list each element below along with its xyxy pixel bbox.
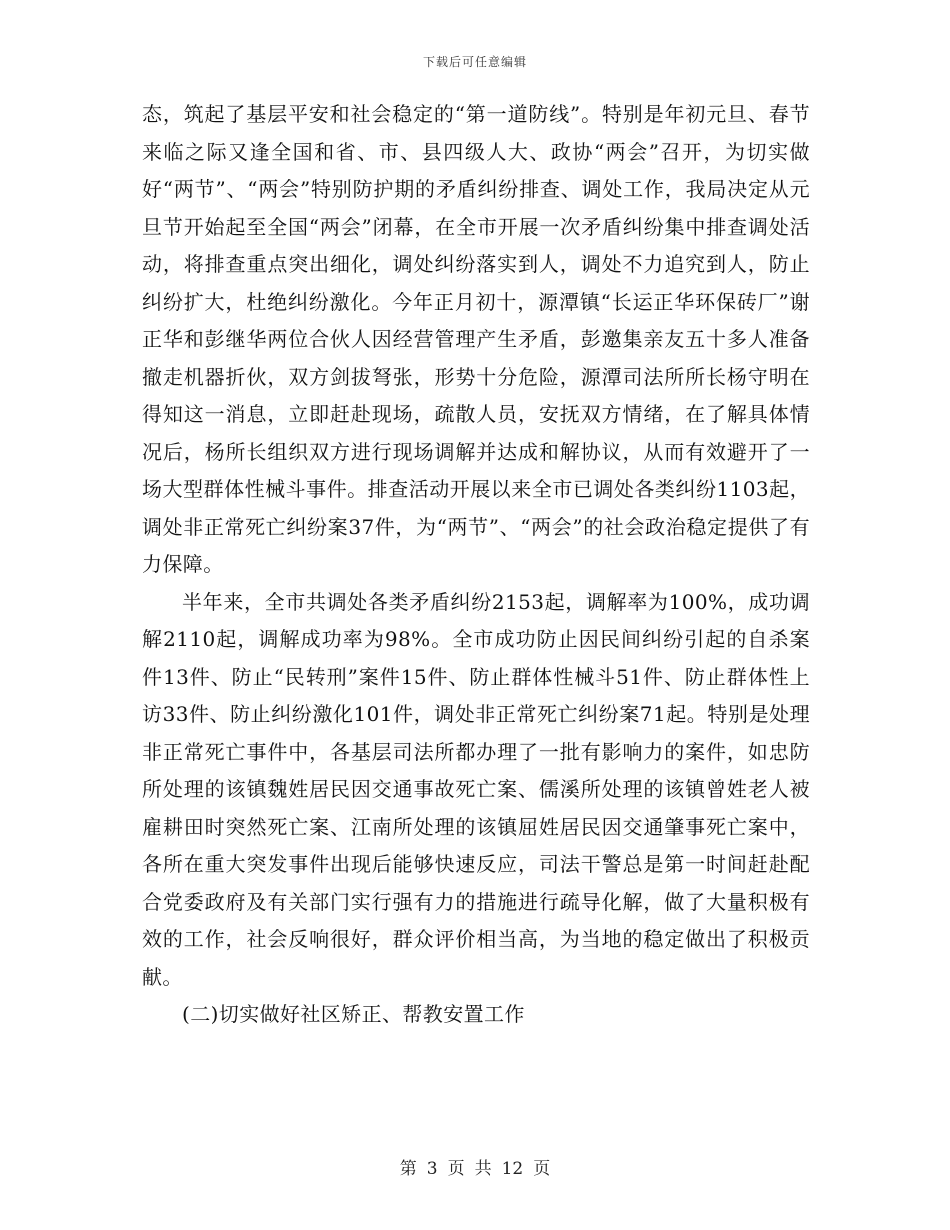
page-footer: [0, 1154, 950, 1179]
footer-total-pages: 12: [501, 1159, 524, 1179]
section-heading: (二)切实做好社区矫正、帮教安置工作: [182, 1002, 525, 1026]
footer-label-ye2: 页: [533, 1159, 551, 1179]
footer-label-total: 共: [474, 1159, 492, 1179]
header-text: 下载后可任意编辑: [422, 55, 527, 69]
footer-current-page: 3: [426, 1159, 438, 1179]
paragraph: 态，筑起了基层平安和社会稳定的“第一道防线”。特别是年初元旦、春节来临之际又逢全国和省、市、县四级人大、政协“两会”召开，为切实做好“两节”、“两会”特别防护期的矛盾纠纷排查、调处工作，我局决定从元旦节开始起至全国“两会”闭幕，在全市开展一次矛盾纠纷集中排查调处活动，将排查重点突出细化，调处纠纷落实到人，调处不力追究到人，防止纠纷扩大，杜绝纠纷激化。今年正月初十，源潭镇“长运正华环保砖厂”谢正华和彭继华两位合伙人因经营管理产生矛盾，彭邀集亲友五十多人准备撤走机器折伙，双方剑拔弩张，形势十分危险，源潭司法所所长杨守明在得知这一消息，立即赶赴现场，疏散人员，安抚双方情绪，在了解具体情况后，杨所长组织双方进行现场调解并达成和解协议，从而有效避开了一场大型群体性械斗事件。排查活动开展以来全市已调处各类纠纷1103起，调处非正常死亡纠纷案37件，为“两节”、“两会”的社会政治稳定提供了有力保障。: [142, 102, 810, 576]
document-body: [142, 96, 810, 1034]
paragraph: 半年来，全市共调处各类矛盾纠纷2153起，调解率为100%，成功调解2110起，调解成功率为98%。全市成功防止因民间纠纷引起的自杀案件13件、防止“民转刑”案件15件、防止群体性械斗51件、防止群体性上访33件、防止纠纷激化101件，调处非正常死亡纠纷案71起。特别是处理非正常死亡事件中，各基层司法所都办理了一批有影响力的案件，如忠防所处理的该镇魏姓居民因交通事故死亡案、儒溪所处理的该镇曾姓老人被雇耕田时突然死亡案、江南所处理的该镇屈姓居民因交通肇事死亡案中，各所在重大突发事件出现后能够快速反应，司法干警总是第一时间赶赴配合党委政府及有关部门实行强有力的措施进行疏导化解，做了大量积极有效的工作，社会反响很好，群众评价相当高，为当地的稳定做出了积极贡献。: [142, 589, 810, 989]
page-header: [0, 53, 950, 70]
footer-label-ye: 页: [447, 1159, 465, 1179]
footer-label-page: 第: [399, 1159, 417, 1179]
